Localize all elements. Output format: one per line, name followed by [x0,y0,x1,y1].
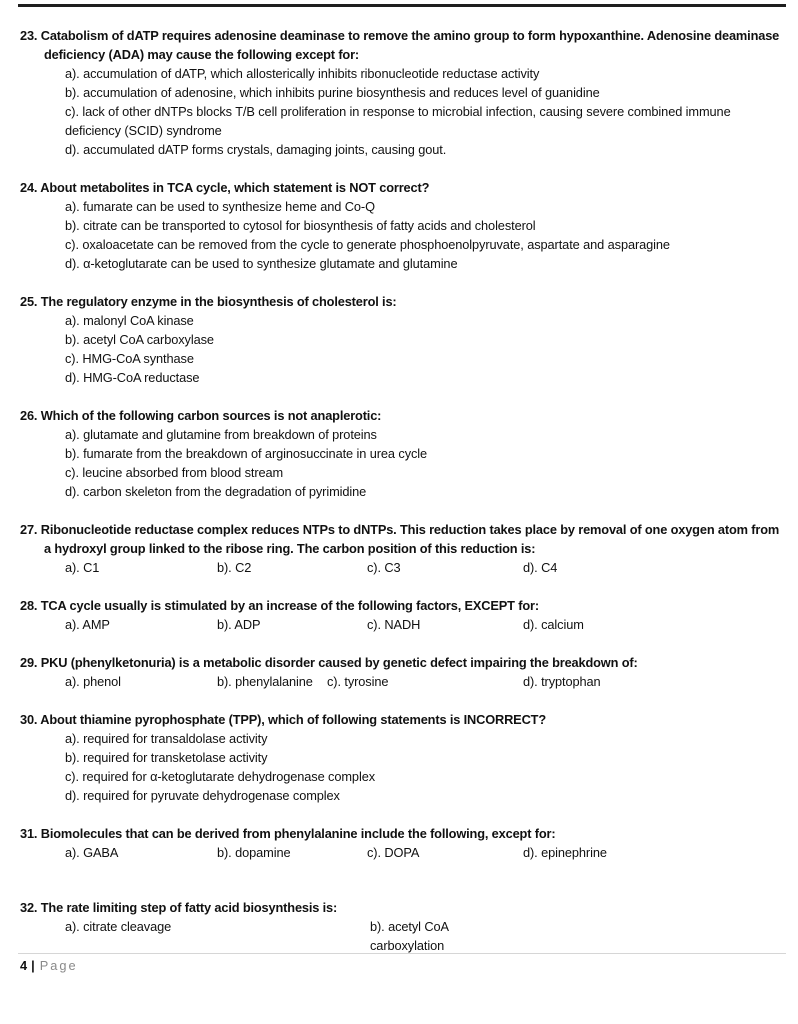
question-32-title: 32. The rate limiting step of fatty acid biosynthesis is: [20,900,338,915]
question-29-option-b: b). phenylalanine [217,674,313,689]
question-28-title: 28. TCA cycle usually is stimulated by an increase of the following factors, EXCEPT for: [20,598,539,613]
question-26-option-c: c). leucine absorbed from blood stream [65,465,284,480]
question-30-title: 30. About thiamine pyrophosphate (TPP), which of following statements is INCORRECT? [20,712,546,727]
question-28-option-d: d). calcium [523,617,584,632]
question-23-option-c: c). lack of other dNTPs blocks T/B cell proliferation in response to microbial infection, causing severe combined immune deficiency (SCID) syndrome [65,104,731,138]
question-28 [20,596,780,634]
document-page [20,26,780,974]
question-29-option-c: c). tyrosine [327,674,389,689]
question-26-option-b: b). fumarate from the breakdown of arginosuccinate in urea cycle [65,446,428,461]
footer-separator: | [31,958,35,973]
question-25-option-b: b). acetyl CoA carboxylase [65,332,214,347]
question-26-option-a: a). glutamate and glutamine from breakdown of proteins [65,427,377,442]
question-24-option-a: a). fumarate can be used to synthesize heme and Co-Q [65,199,375,214]
question-30-option-a: a). required for transaldolase activity [65,731,268,746]
question-32-option-b: b). acetyl CoA carboxylation [370,919,449,953]
question-24-option-d: d). α-ketoglutarate can be used to synthesize glutamate and glutamine [65,256,458,271]
question-27-title: 27. Ribonucleotide reductase complex reduces NTPs to dNTPs. This reduction takes place by removal of one oxygen atom from a hydroxyl group linked to the ribose ring. The carbon position of this reduction is: [20,522,780,556]
question-25 [20,292,780,387]
page-footer [20,958,78,973]
question-31 [20,824,780,862]
question-26-title: 26. Which of the following carbon sources is not anaplerotic: [20,408,382,423]
question-27-option-d: d). C4 [523,560,558,575]
question-25-title: 25. The regulatory enzyme in the biosynthesis of cholesterol is: [20,294,397,309]
question-27-option-c: c). C3 [367,560,401,575]
question-27-option-a: a). C1 [65,560,100,575]
question-30-option-b: b). required for transketolase activity [65,750,268,765]
question-28-option-c: c). NADH [367,617,421,632]
question-27 [20,520,780,577]
question-24 [20,178,780,273]
question-23-option-b: b). accumulation of adenosine, which inhibits purine biosynthesis and reduces level of guanidine [65,85,600,100]
page-number: 4 [20,958,28,973]
top-rule [18,4,786,7]
question-23-title: 23. Catabolism of dATP requires adenosine deaminase to remove the amino group to form hypoxanthine. Adenosine deaminase deficiency (ADA) may cause the following except for: [20,28,780,62]
question-30 [20,710,780,805]
question-25-option-d: d). HMG-CoA reductase [65,370,200,385]
question-29 [20,653,780,691]
question-25-option-c: c). HMG-CoA synthase [65,351,194,366]
question-27-option-b: b). C2 [217,560,252,575]
question-31-title: 31. Biomolecules that can be derived from phenylalanine include the following, except for: [20,826,556,841]
question-29-option-d: d). tryptophan [523,674,601,689]
question-26-option-d: d). carbon skeleton from the degradation of pyrimidine [65,484,367,499]
question-24-option-b: b). citrate can be transported to cytosol for biosynthesis of fatty acids and cholesterol [65,218,536,233]
question-31-option-c: c). DOPA [367,845,420,860]
question-31-option-b: b). dopamine [217,845,291,860]
question-24-option-c: c). oxaloacetate can be removed from the cycle to generate phosphoenolpyruvate, aspartate and asparagine [65,237,670,252]
question-29-option-a: a). phenol [65,674,121,689]
question-29-title: 29. PKU (phenylketonuria) is a metabolic disorder caused by genetic defect impairing the breakdown of: [20,655,638,670]
question-32 [20,898,780,955]
question-28-option-b: b). ADP [217,617,261,632]
question-28-option-a: a). AMP [65,617,110,632]
question-32-option-a: a). citrate cleavage [65,919,172,934]
question-31-option-a: a). GABA [65,845,119,860]
question-23-option-d: d). accumulated dATP forms crystals, damaging joints, causing gout. [65,142,447,157]
question-30-option-d: d). required for pyruvate dehydrogenase complex [65,788,340,803]
question-23-option-a: a). accumulation of dATP, which allosterically inhibits ribonucleotide reductase activity [65,66,540,81]
question-31-option-d: d). epinephrine [523,845,607,860]
question-23 [20,26,780,159]
question-24-title: 24. About metabolites in TCA cycle, which statement is NOT correct? [20,180,430,195]
question-25-option-a: a). malonyl CoA kinase [65,313,194,328]
page-label: Page [39,958,78,973]
footer-rule [18,953,786,954]
question-30-option-c: c). required for α-ketoglutarate dehydrogenase complex [65,769,376,784]
question-26 [20,406,780,501]
